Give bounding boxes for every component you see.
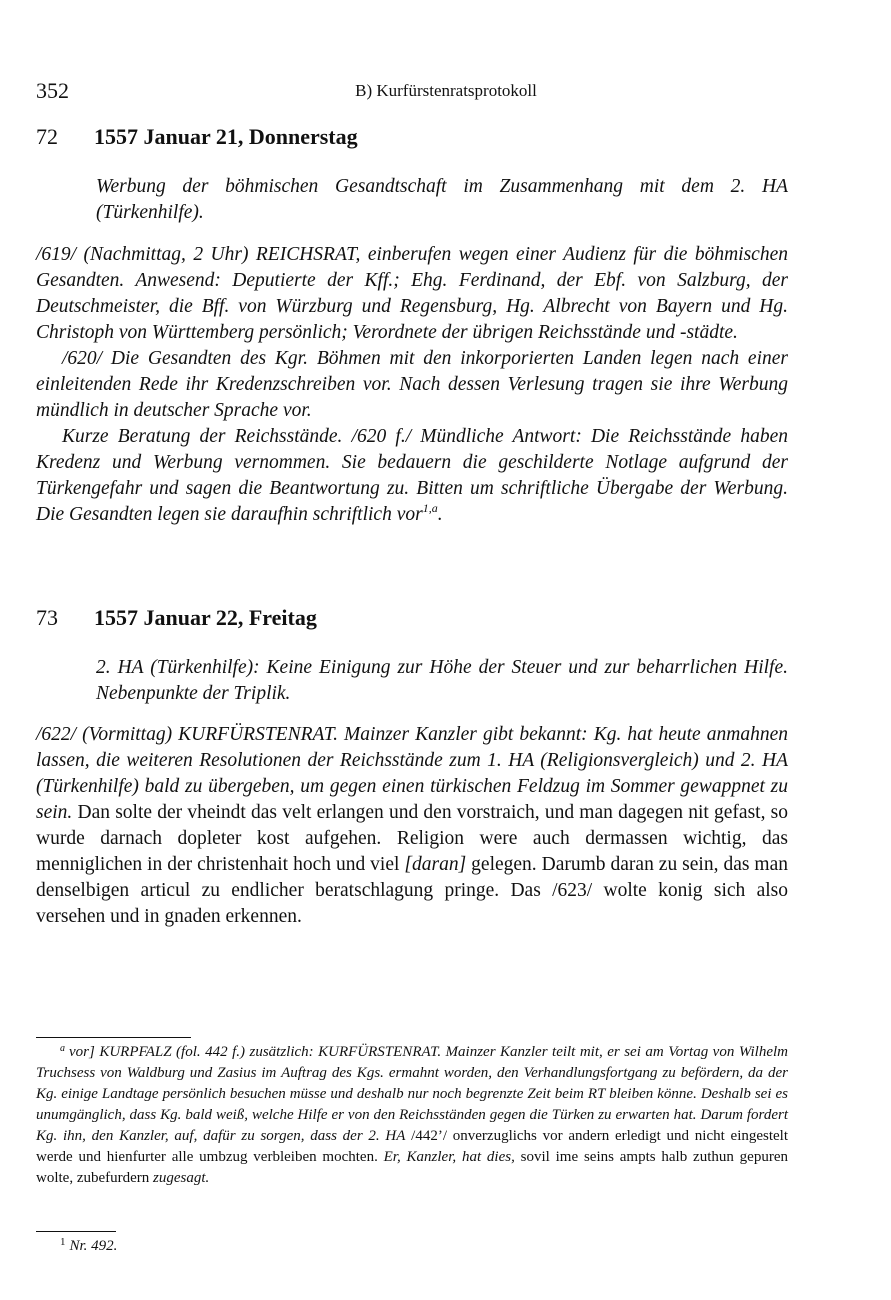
paragraph: /619/ (Nachmittag, 2 Uhr) REICHSRAT, einberufen wegen einer Audienz für die böhmischen Gesandten. Anwesend: Deputierte der Kff.; Ehg. Ferdinand, der Ebf. von Salzburg, der Deutschmeister, die Bff. von Würzburg und Regensburg, Hg. Albrecht von Bayern und Hg. Christoph von Württemberg persönlich; Verordnete der übrigen Reichsstände und -städte. [36,244,788,343]
footnote-italic: Er, Kanzler, hat dies, [383,1149,515,1165]
footnote-text [36,1236,788,1257]
entry-number: 73 [36,605,58,630]
entry-date: 1557 Januar 22, Freitag [94,605,317,630]
paragraph-text: Kurze Beratung der Reichsstände. /620 f./ Mündliche Antwort: Die Reichsstände haben Kredenz und Werbung vernommen. Sie bedauern die geschilderte Notlage aufgrund der Türkengefahr und sagen die Beantwortung zu. Bitten um schriftliche Übergabe der Werbung. Die Gesandten legen sie daraufhin schriftlich vor [36,426,788,525]
entry-73-body [36,722,788,930]
entry-72-body [36,242,788,528]
paragraph-text: gelegen. Darumb daran zu sein, das man denselbigen articul zu endlicher beratschlagung pringe. Das /623/ wolte konig sich also versehen und in gnaden erkennen. [36,854,788,927]
entry-heading-73 [36,605,317,631]
paragraph-text: Dan solte der vheindt das velt erlangen und den vorstraich, und man dagegen nit gefast, so wurde darnach dopleter kost aufgehen. Religion were auch dermassen wichtig, das menniglichen in der christenhait hoch und viel [36,802,788,875]
page-number: 352 [36,78,69,103]
footnote-mark: a [60,1043,65,1054]
footnote-text [36,1042,788,1189]
footnote-italic: vor] KURPFALZ (fol. 442 f.) zusätzlich: KURFÜRSTENRAT. Mainzer Kanzler teilt mit, er sei am Vortag von Wilhelm Truchsess von Waldburg und Zasius im Auftrag des Kgs. ermahnt worden, den Verhandlungsfortgang zu befördern, da der Kg. einige Landtage persönlich besuchen müsse und deshalb nur noch begrenzte Zeit beim RT bleiben könne. Deshalb sei es unumgänglich, dass Kg. bald weiß, welche Hilfe er von den Reichsständen gegen die Türken zu erwarten hat. Darum fordert Kg. ihn, den Kanzler, auf, dafür zu sorgen, dass der 2. HA [36,1044,788,1144]
footnote-mark: 1 [60,1236,66,1248]
entry-number: 72 [36,124,58,149]
footnote-reference: 1,a [422,501,438,515]
entry-date: 1557 Januar 21, Donnerstag [94,124,358,149]
paragraph-end: . [437,504,443,525]
entry-73-regest: 2. HA (Türkenhilfe): Keine Einigung zur Höhe der Steuer und zur beharrlichen Hilfe. Nebenpunkte der Triplik. [96,657,788,704]
editorial-insertion: [daran] [404,854,467,875]
footnote-italic: Nr. 492. [69,1238,118,1254]
footnote-1 [36,1236,788,1257]
footnote-rule [36,1037,191,1038]
paragraph-italic: /622/ (Vormittag) KURFÜRSTENRAT. Mainzer Kanzler gibt bekannt: Kg. hat heute anmahnen lassen, die weiteren Resolutionen der Reichsstände zum 1. HA (Religionsvergleich) und 2. HA (Türkenhilfe) bald zu übergeben, um gegen einen türkischen Feldzug im Sommer gewappnet zu sein. [36,724,788,823]
paragraph: /620/ Die Gesandten des Kgr. Böhmen mit den inkorporierten Landen legen nach einer einleitenden Rede ihr Kredenzschreiben vor. Nach dessen Verlesung tragen sie ihre Werbung mündlich in deutscher Sprache vor. [36,348,788,421]
footnote-a [36,1042,788,1189]
running-title: B) Kurfürstenratsprotokoll [355,81,537,100]
footnote-roman: sovil ime seins ampts halb zuthun gepuren wolte, zubefurdern [36,1149,788,1186]
footnote-italic: zugesagt. [153,1170,210,1186]
footnote-rule [36,1231,116,1232]
entry-heading-72 [36,124,358,150]
footnote-roman: /442’/ onverzuglichs vor andern erledigt und nicht eingestelt werde und hienfurter alle umbzug verbleiben mochten. [36,1128,789,1165]
entry-72-regest: Werbung der böhmischen Gesandtschaft im Zusammenhang mit dem 2. HA (Türkenhilfe). [96,176,788,223]
paragraph [36,424,788,528]
running-header [36,78,856,108]
paragraph [36,722,788,930]
